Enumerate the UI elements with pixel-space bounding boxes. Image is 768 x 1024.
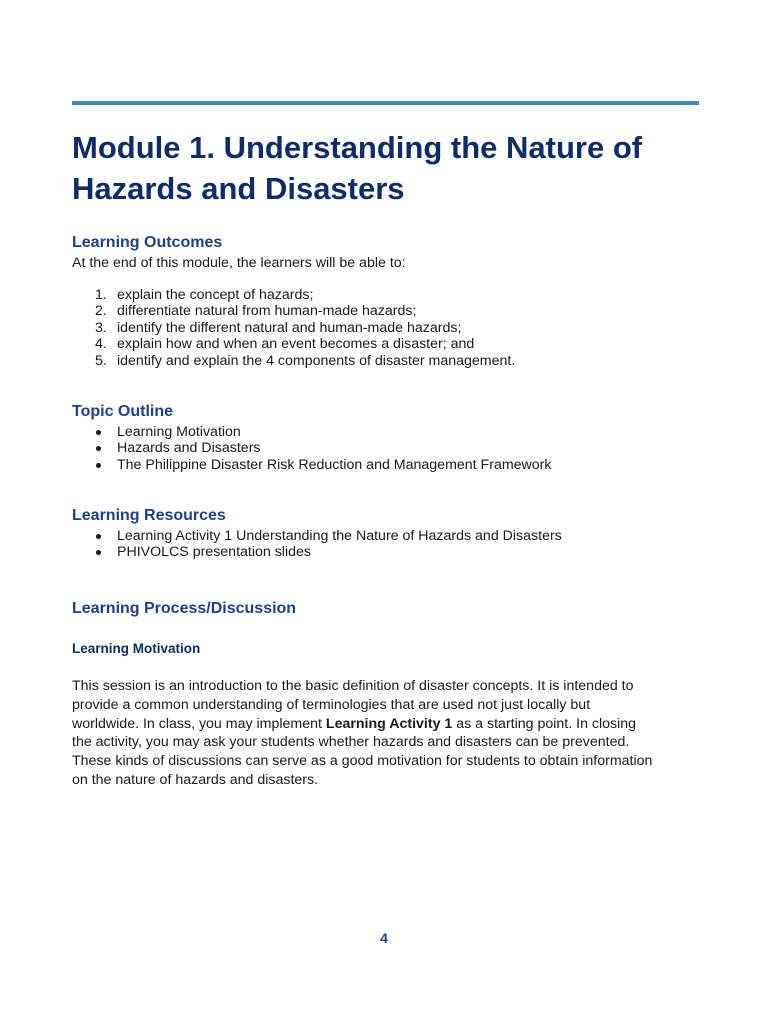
bullet-icon xyxy=(96,550,101,555)
list-number: 3. xyxy=(95,319,107,336)
list-item-text: identify and explain the 4 components of disaster management. xyxy=(117,352,516,369)
list-item xyxy=(72,528,562,544)
learning-outcomes-heading: Learning Outcomes xyxy=(72,234,223,251)
list-item xyxy=(72,303,515,319)
page-title-line-2: Hazards and Disasters xyxy=(72,171,405,206)
paragraph-line: This session is an introduction to the basic definition of disaster concepts. It is intended to xyxy=(72,678,634,694)
list-item-text: PHIVOLCS presentation slides xyxy=(117,544,311,561)
list-item-text: Learning Motivation xyxy=(117,424,241,440)
paragraph-line: These kinds of discussions can serve as a good motivation for students to obtain information xyxy=(72,753,653,770)
list-item-text: identify the different natural and human-made hazards; xyxy=(117,319,462,336)
bullet-icon xyxy=(96,534,101,539)
list-item-text: Learning Activity 1 Understanding the Nature of Hazards and Disasters xyxy=(117,528,562,544)
bullet-icon xyxy=(96,463,101,468)
page-title xyxy=(72,127,702,209)
list-item xyxy=(72,336,515,352)
list-number: 2. xyxy=(95,303,107,320)
document-page xyxy=(72,0,702,1024)
list-item-text: differentiate natural from human-made hazards; xyxy=(117,303,417,320)
paragraph-line: the activity, you may ask your students whether hazards and disasters can be prevented. xyxy=(72,734,630,751)
list-item xyxy=(72,320,515,336)
paragraph-text: worldwide. In class, you may implement xyxy=(72,715,326,732)
list-item xyxy=(72,457,552,473)
list-item xyxy=(72,544,562,560)
learning-process-heading: Learning Process/Discussion xyxy=(72,600,297,617)
bullet-icon xyxy=(96,430,101,435)
topic-outline-list xyxy=(72,424,552,473)
topic-outline-heading: Topic Outline xyxy=(72,403,174,420)
list-item xyxy=(72,287,515,303)
list-number: 1. xyxy=(95,287,107,303)
list-number: 4. xyxy=(95,336,107,353)
learning-outcomes-intro: At the end of this module, the learners will be able to: xyxy=(72,255,406,271)
list-item xyxy=(72,424,552,440)
list-item-text: Hazards and Disasters xyxy=(117,440,261,457)
list-item xyxy=(72,353,515,369)
learning-motivation-subheading: Learning Motivation xyxy=(72,641,201,656)
list-item xyxy=(72,440,552,456)
learning-resources-list xyxy=(72,528,562,561)
paragraph-line: on the nature of hazards and disasters. xyxy=(72,771,319,788)
paragraph-text: as a starting point. In closing xyxy=(452,715,637,732)
list-item-text: explain how and when an event becomes a disaster; and xyxy=(117,336,475,353)
paragraph-line xyxy=(72,715,702,734)
learning-activity-emphasis: Learning Activity 1 xyxy=(325,715,453,732)
header-rule xyxy=(72,101,699,105)
list-item-text: The Philippine Disaster Risk Reduction and Management Framework xyxy=(117,456,552,473)
learning-resources-heading: Learning Resources xyxy=(72,507,226,524)
paragraph-line: provide a common understanding of terminologies that are used not just locally but xyxy=(72,696,591,713)
bullet-icon xyxy=(96,446,101,451)
learning-motivation-paragraph xyxy=(72,677,702,790)
page-title-line-1: Module 1. Understanding the Nature of xyxy=(72,130,643,165)
list-item-text: explain the concept of hazards; xyxy=(117,287,314,303)
list-number: 5. xyxy=(95,352,107,369)
page-number: 4 xyxy=(380,930,388,946)
learning-outcomes-list xyxy=(72,287,515,369)
